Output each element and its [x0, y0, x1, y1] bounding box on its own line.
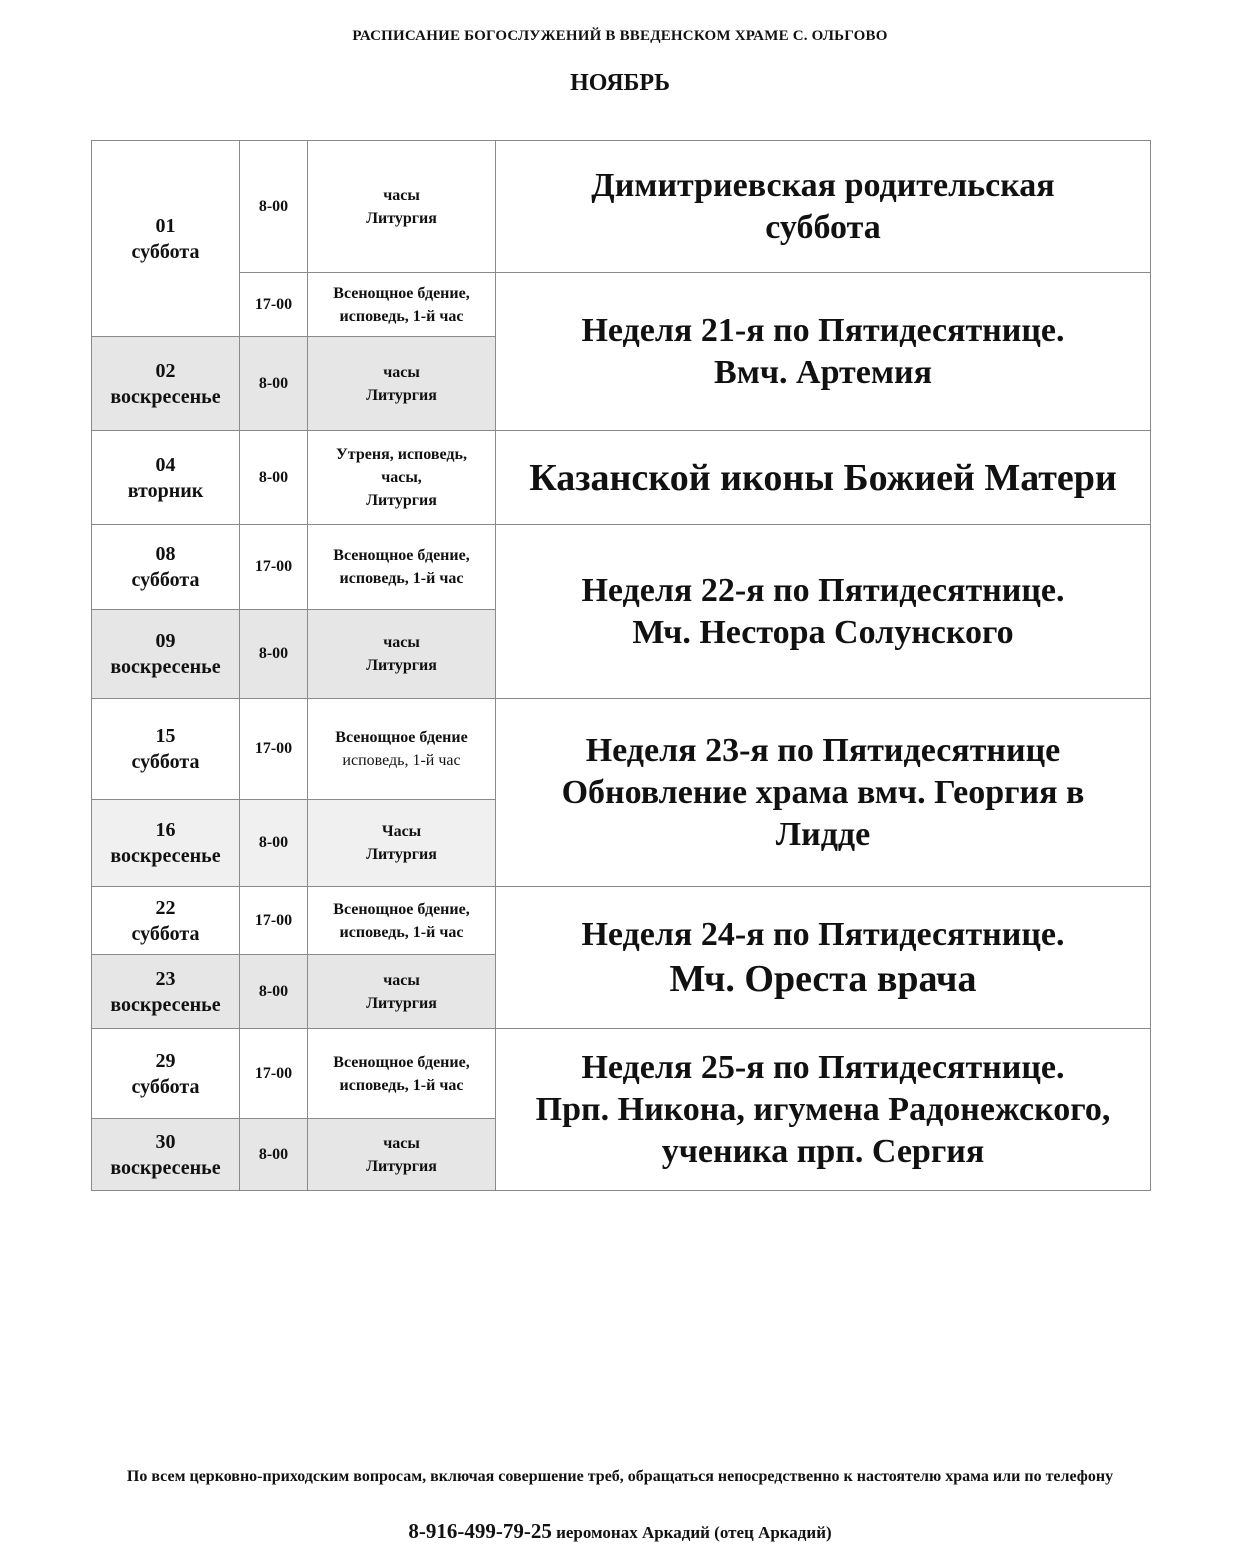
- day-name: суббота: [131, 922, 200, 945]
- service-line: часы: [383, 971, 420, 989]
- service-cell: [308, 273, 496, 337]
- feast-line: суббота: [765, 208, 881, 246]
- service-line: Литургия: [366, 209, 437, 227]
- feast-line: Неделя 24-я по Пятидесятнице.: [581, 915, 1065, 953]
- date-number: 16: [155, 819, 176, 841]
- service-line: Литургия: [366, 1157, 437, 1175]
- service-line: Часы: [381, 823, 422, 840]
- day-name: суббота: [131, 751, 200, 773]
- date-number: 08: [155, 543, 176, 565]
- service-cell: [308, 610, 496, 699]
- date-cell: [92, 141, 240, 337]
- service-line: Всенощное бдение,: [333, 547, 470, 564]
- service-line: исповедь, 1-й час: [342, 752, 461, 769]
- feast-cell: [496, 141, 1151, 273]
- day-name: воскресенье: [110, 1156, 221, 1179]
- service-cell: [308, 1029, 496, 1119]
- feast-cell: [496, 431, 1151, 525]
- service-line: часы: [383, 363, 420, 381]
- time-cell: 8-00: [240, 141, 308, 273]
- phone-number[interactable]: 8-916-499-79-25: [408, 1519, 552, 1543]
- service-cell: [308, 525, 496, 610]
- feast-line: Неделя 25-я по Пятидесятнице.: [581, 1048, 1065, 1086]
- date-number: 01: [155, 214, 176, 237]
- contact-name: иеромонах Аркадий (отец Аркадий): [556, 1523, 832, 1542]
- feast-cell: [496, 1029, 1151, 1191]
- service-line: исповедь, 1-й час: [339, 570, 464, 587]
- feast-cell: [496, 887, 1151, 1029]
- date-number: 29: [155, 1049, 176, 1072]
- feast-line: Прп. Никона, игумена Радонежского,: [535, 1090, 1111, 1128]
- date-cell: [92, 800, 240, 887]
- service-line: часы: [383, 186, 420, 204]
- date-cell: [92, 955, 240, 1029]
- schedule-table: [91, 140, 1151, 1191]
- service-cell: [308, 431, 496, 525]
- date-number: 02: [155, 359, 176, 382]
- service-cell: [308, 800, 496, 887]
- date-cell: [92, 337, 240, 431]
- day-name: суббота: [131, 240, 200, 263]
- service-cell: [308, 887, 496, 955]
- table-row: [92, 431, 1151, 525]
- feast-cell: [496, 699, 1151, 887]
- date-number: 09: [155, 630, 176, 652]
- date-cell: [92, 887, 240, 955]
- service-line: исповедь, 1-й час: [339, 1076, 464, 1094]
- day-name: воскресенье: [110, 993, 221, 1016]
- table-row: [92, 141, 1151, 273]
- service-line: часы,: [381, 469, 422, 486]
- table-row: [92, 887, 1151, 955]
- feast-line: Вмч. Артемия: [714, 353, 932, 391]
- time-cell: 8-00: [240, 955, 308, 1029]
- date-number: 30: [155, 1130, 176, 1153]
- service-line: исповедь, 1-й час: [339, 923, 464, 941]
- service-line: Литургия: [366, 846, 437, 863]
- feast-line: Мч. Нестора Солунского: [632, 613, 1014, 651]
- time-cell: 17-00: [240, 525, 308, 610]
- service-line: часы: [383, 634, 420, 651]
- feast-line: Мч. Ореста врача: [669, 957, 977, 1000]
- feast-cell: [496, 525, 1151, 699]
- service-line: Утреня, исповедь,: [336, 446, 467, 463]
- time-cell: 8-00: [240, 610, 308, 699]
- feast-line: ученика прп. Сергия: [661, 1132, 985, 1170]
- day-name: вторник: [127, 479, 204, 502]
- service-line: часы: [383, 1134, 420, 1152]
- service-cell: [308, 141, 496, 273]
- service-line: Всенощное бдение,: [333, 900, 470, 918]
- table-row: [92, 699, 1151, 800]
- day-name: суббота: [131, 569, 200, 591]
- service-line: Литургия: [366, 492, 437, 509]
- service-line: Литургия: [366, 994, 437, 1012]
- page-title: РАСПИСАНИЕ БОГОСЛУЖЕНИЙ В ВВЕДЕНСКОМ ХРАМЕ С. ОЛЬГОВО: [352, 28, 888, 44]
- time-cell: 17-00: [240, 699, 308, 800]
- service-line: Литургия: [366, 386, 437, 404]
- time-cell: 8-00: [240, 337, 308, 431]
- feast-line: Неделя 21-я по Пятидесятнице.: [581, 311, 1065, 349]
- service-line: Всенощное бдение,: [333, 284, 470, 302]
- feast-line: Неделя 23-я по Пятидесятнице: [585, 731, 1061, 769]
- table-row: [92, 1029, 1151, 1119]
- date-number: 04: [155, 453, 176, 476]
- date-cell: [92, 1119, 240, 1191]
- feast-line: Димитриевская родительская: [591, 166, 1055, 204]
- time-cell: 8-00: [240, 1119, 308, 1191]
- footer-note: По всем церковно-приходским вопросам, включая совершение треб, обращаться непосредственно к настоятелю храма или по телефону: [126, 1468, 1114, 1485]
- date-cell: [92, 525, 240, 610]
- time-cell: 17-00: [240, 887, 308, 955]
- time-cell: 17-00: [240, 273, 308, 337]
- service-cell: [308, 699, 496, 800]
- date-cell: [92, 431, 240, 525]
- service-line: Всенощное бдение,: [333, 1053, 470, 1071]
- day-name: воскресенье: [110, 656, 221, 678]
- day-name: суббота: [131, 1075, 200, 1098]
- feast-line: Обновление храма вмч. Георгия в: [561, 773, 1085, 811]
- feast-line: Лидде: [775, 815, 871, 853]
- service-cell: [308, 955, 496, 1029]
- feast-line: Неделя 22-я по Пятидесятнице.: [581, 571, 1065, 609]
- date-number: 23: [155, 967, 176, 990]
- table-row: [92, 273, 1151, 337]
- time-cell: 8-00: [240, 800, 308, 887]
- date-number: 15: [155, 725, 176, 747]
- feast-line: Казанской иконы Божией Матери: [529, 456, 1117, 499]
- date-cell: [92, 1029, 240, 1119]
- date-cell: [92, 699, 240, 800]
- service-cell: [308, 1119, 496, 1191]
- time-cell: 17-00: [240, 1029, 308, 1119]
- date-number: 22: [155, 896, 176, 919]
- service-line: Всенощное бдение: [335, 729, 468, 746]
- service-cell: [308, 337, 496, 431]
- day-name: воскресенье: [110, 385, 221, 408]
- month-heading: НОЯБРЬ: [570, 70, 670, 96]
- service-line: Литургия: [366, 657, 437, 674]
- table-row: [92, 525, 1151, 610]
- date-cell: [92, 610, 240, 699]
- time-cell: 8-00: [240, 431, 308, 525]
- day-name: воскресенье: [110, 845, 221, 867]
- service-line: исповедь, 1-й час: [339, 307, 464, 325]
- footer-contact: [0, 1519, 1240, 1544]
- feast-cell: [496, 273, 1151, 431]
